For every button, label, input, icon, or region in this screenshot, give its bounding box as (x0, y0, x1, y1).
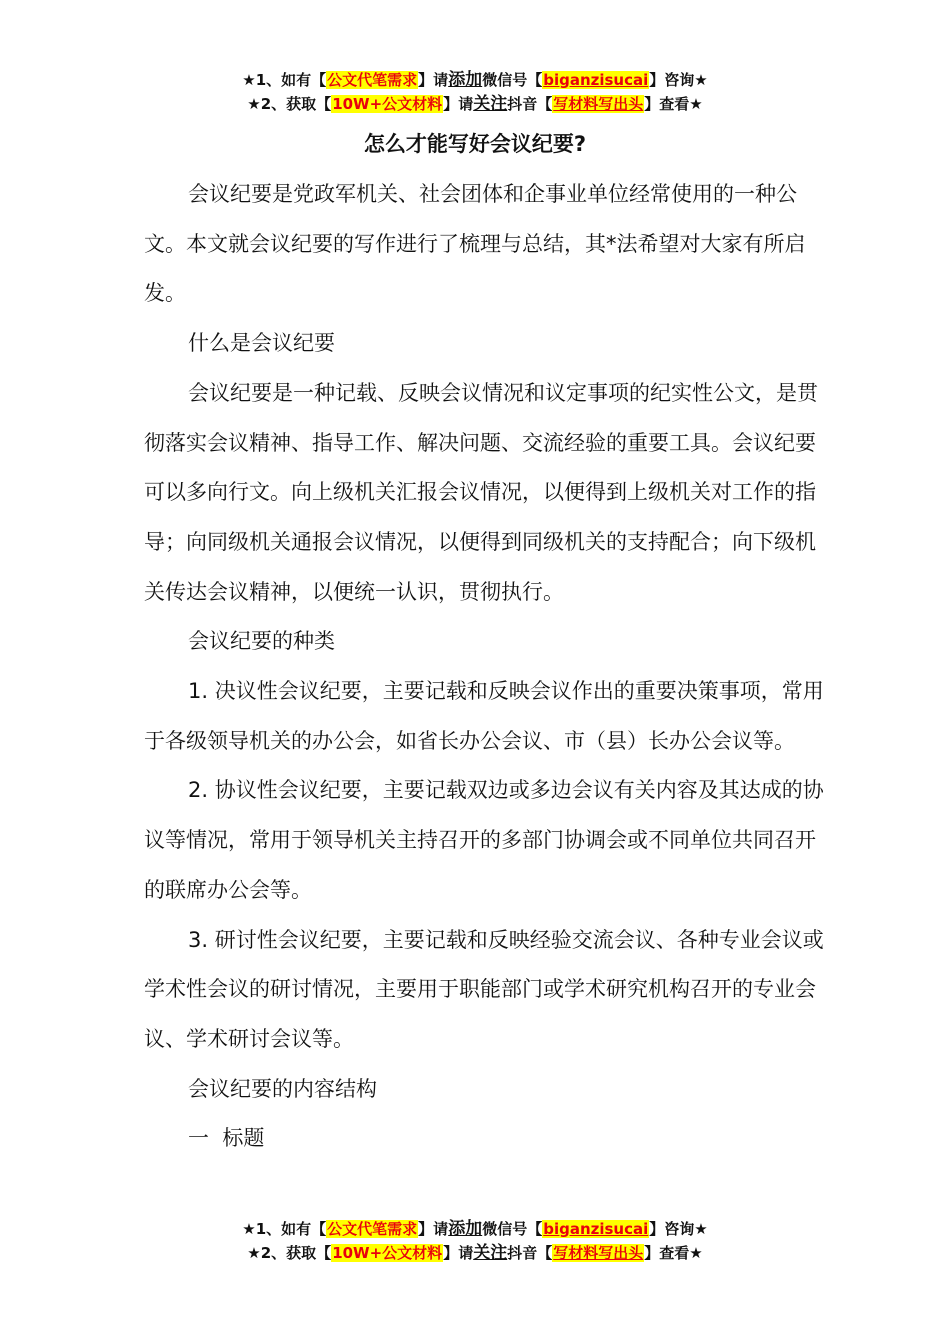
list-item: 3. 研讨性会议纪要，主要记载和反映经验交流会议、各种专业会议或学术性会议的研讨情况，主要用于职能部门或学术研究机构召开的专业会议、学术研讨会议等。 (144, 927, 824, 1051)
header-emphasis-follow: 关注 (473, 94, 508, 114)
header-emphasis-add: 添加 (448, 70, 483, 90)
header-line-1-mid: 】请 (418, 71, 449, 89)
subsection-heading: 一 标题 (188, 1126, 265, 1151)
footer-line-2-mid: 】请 (443, 1244, 474, 1262)
header-highlight-materials: 10W+公文材料 (332, 95, 443, 113)
footer-wechat-id[interactable]: biganzisucai (543, 1220, 649, 1238)
header-line-2-suffix: 】查看★ (644, 95, 703, 113)
footer-highlight-service: 公文代笔需求 (327, 1220, 418, 1238)
section-heading: 什么是会议纪要 (188, 331, 335, 356)
header-line-2-mid2: 抖音【 (507, 95, 553, 113)
footer-line-1-mid2: 微信号【 (482, 1220, 543, 1238)
footer-emphasis-follow: 关注 (473, 1243, 508, 1263)
header-line-1-mid2: 微信号【 (482, 71, 543, 89)
section-heading: 会议纪要的内容结构 (188, 1076, 377, 1101)
document-body (144, 170, 832, 1164)
header-line-2-prefix: ★2、获取【 (247, 95, 332, 113)
header-line-2-mid: 】请 (443, 95, 474, 113)
header-line-1-suffix: 】咨询★ (649, 71, 708, 89)
footer-line-2-suffix: 】查看★ (644, 1244, 703, 1262)
footer-line-2 (0, 1241, 950, 1265)
body-paragraph: 会议纪要是一种记载、反映会议情况和议定事项的纪实性公文，是贯彻落实会议精神、指导工作、解决问题、交流经验的重要工具。会议纪要可以多向行文。向上级机关汇报会议情况，以便得到上级机关对工作的指导；向同级机关通报会议情况，以便得到同级机关的支持配合；向下级机关传达会议精神，以便统一认识，贯彻执行。 (144, 380, 818, 604)
list-item: 1. 决议性会议纪要，主要记载和反映会议作出的重要决策事项，常用于各级领导机关的办公会，如省长办公会议、市（县）长办公会议等。 (144, 679, 824, 753)
footer-line-1-suffix: 】咨询★ (649, 1220, 708, 1238)
header-highlight-service: 公文代笔需求 (327, 71, 418, 89)
header-line-1-prefix: ★1、如有【 (242, 71, 327, 89)
header-line-2 (0, 92, 950, 116)
footer-line-2-prefix: ★2、获取【 (247, 1244, 332, 1262)
footer-line-2-mid2: 抖音【 (507, 1244, 553, 1262)
section-heading: 会议纪要的种类 (188, 629, 335, 654)
footer-line-1 (0, 1217, 950, 1241)
list-item: 2. 协议性会议纪要，主要记载双边或多边会议有关内容及其达成的协议等情况，常用于领导机关主持召开的多部门协调会或不同单位共同召开的联席办公会等。 (144, 778, 824, 902)
footer-highlight-materials: 10W+公文材料 (332, 1244, 443, 1262)
footer-emphasis-add: 添加 (448, 1219, 483, 1239)
footer-banner (0, 1217, 950, 1265)
footer-line-1-mid: 】请 (418, 1220, 449, 1238)
header-douyin-account[interactable]: 写材料写出头 (553, 95, 644, 113)
header-banner (0, 68, 950, 116)
footer-line-1-prefix: ★1、如有【 (242, 1220, 327, 1238)
footer-douyin-account[interactable]: 写材料写出头 (553, 1244, 644, 1262)
document-title: 怎么才能写好会议纪要? (363, 132, 587, 156)
header-wechat-id[interactable]: biganzisucai (543, 71, 649, 89)
header-line-1 (0, 68, 950, 92)
body-paragraph: 会议纪要是党政军机关、社会团体和企事业单位经常使用的一种公文。本文就会议纪要的写作进行了梳理与总结，其*法希望对大家有所启发。 (144, 182, 806, 306)
